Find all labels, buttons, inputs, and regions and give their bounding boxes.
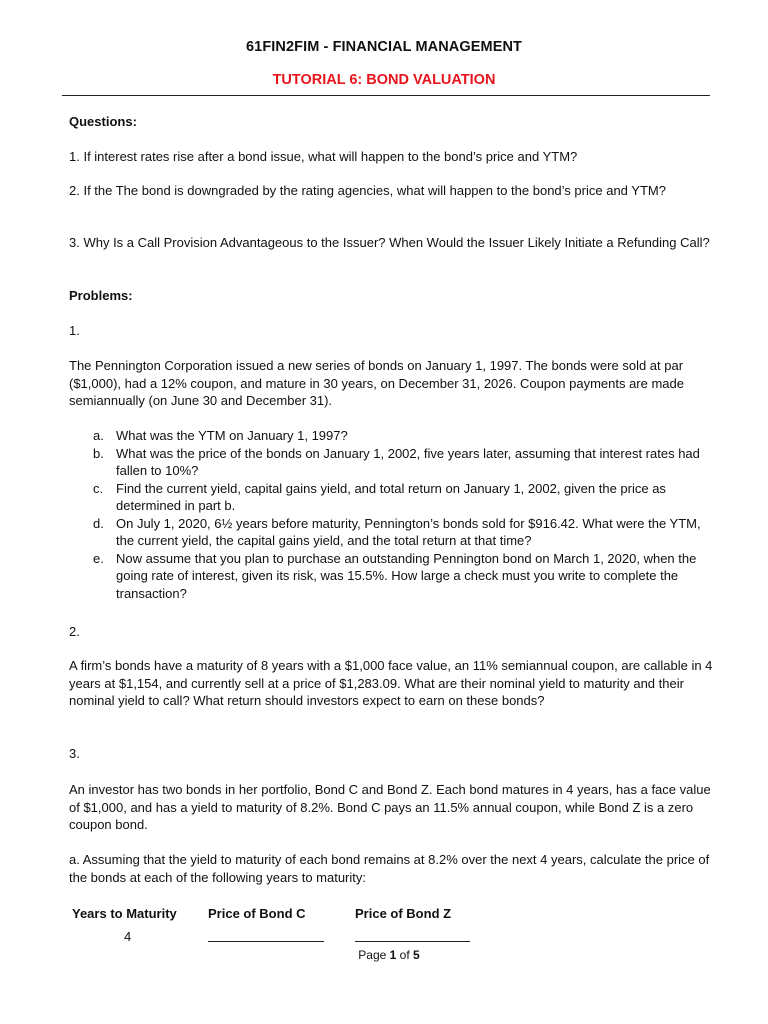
problem-1-parts	[69, 427, 717, 602]
part-text: On July 1, 2020, 6½ years before maturity, Pennington’s bonds sold for $916.42. What were the YTM, the current yield, the capital gains yield, and the total return at that time?	[116, 515, 701, 548]
page-current: 1	[389, 948, 397, 962]
problem-1-text: The Pennington Corporation issued a new series of bonds on January 1, 1997. The bonds were sold at par ($1,000), had a 12% coupon, and mature in 30 years, on December 31, 2026. Coupon payments are made semiannually (on June 30 and December 31).	[69, 358, 684, 408]
part-text: Now assume that you plan to purchase an outstanding Pennington bond on March 1, 2020, when the going rate of interest, given its risk, was 15.5%. How large a check must you write to complete the transaction?	[116, 550, 697, 601]
problem-2-text: A firm’s bonds have a maturity of 8 years with a $1,000 face value, an 11% semiannual coupon, are callable in 4 years at $1,154, and currently sell at a price of $1,283.09. What are their nominal yield to maturity and their nominal yield to call? What return should investors expect to earn on these bonds?	[69, 658, 713, 708]
problems-heading: Problems:	[69, 288, 133, 303]
page-of: of	[396, 948, 414, 962]
problem-1-part-e	[69, 550, 717, 603]
questions-heading: Questions:	[69, 114, 137, 129]
problem-3-text: An investor has two bonds in her portfolio, Bond C and Bond Z. Each bond matures in 4 years, has a face value of $1,000, and has a yield to maturity of 8.2%. Bond C pays an 11.5% annual coupon, while Bond Z is a zero coupon bond.	[69, 782, 711, 832]
part-marker: e.	[93, 550, 104, 566]
problem-1-number: 1.	[69, 323, 80, 338]
tutorial-title: TUTORIAL 6: BOND VALUATION	[272, 72, 496, 88]
bond-z-price-blank	[355, 941, 470, 942]
question-3: 3. Why Is a Call Provision Advantageous to the Issuer? When Would the Issuer Likely Initiate a Refunding Call?	[69, 235, 710, 250]
header-divider	[62, 95, 710, 96]
problem-1-part-c	[69, 480, 717, 515]
problem-3-part-a: a. Assuming that the yield to maturity of each bond remains at 8.2% over the next 4 years, calculate the price of the bonds at each of the following years to maturity:	[69, 852, 710, 885]
part-marker: a.	[93, 428, 104, 443]
table-header-bond-c: Price of Bond C	[208, 906, 306, 921]
course-title: 61FIN2FIM - FINANCIAL MANAGEMENT	[245, 39, 523, 55]
bond-c-price-blank	[208, 941, 324, 942]
part-marker: b.	[93, 445, 104, 461]
table-cell-years: 4	[124, 929, 132, 944]
part-text: What was the price of the bonds on January 1, 2002, five years later, assuming that interest rates had fallen to 10%?	[116, 445, 700, 478]
page-number	[0, 948, 768, 962]
part-marker: d.	[93, 515, 104, 531]
problem-3-number: 3.	[69, 746, 80, 761]
problem-1-part-a	[69, 427, 717, 445]
part-marker: c.	[93, 480, 104, 496]
page-total: 5	[413, 948, 420, 962]
page-prefix: Page	[358, 948, 390, 962]
question-1: 1. If interest rates rise after a bond issue, what will happen to the bond’s price and YTM?	[69, 149, 578, 164]
problem-1-part-d	[69, 515, 717, 550]
question-2: 2. If the The bond is downgraded by the rating agencies, what will happen to the bond’s price and YTM?	[69, 183, 666, 198]
part-text: What was the YTM on January 1, 1997?	[116, 428, 348, 443]
table-header-bond-z: Price of Bond Z	[355, 906, 452, 921]
table-header-years: Years to Maturity	[72, 906, 177, 921]
problem-1-part-b	[69, 445, 717, 480]
part-text: Find the current yield, capital gains yield, and total return on January 1, 2002, given the price as determined in part b.	[116, 480, 666, 513]
problem-2-number: 2.	[69, 624, 80, 639]
